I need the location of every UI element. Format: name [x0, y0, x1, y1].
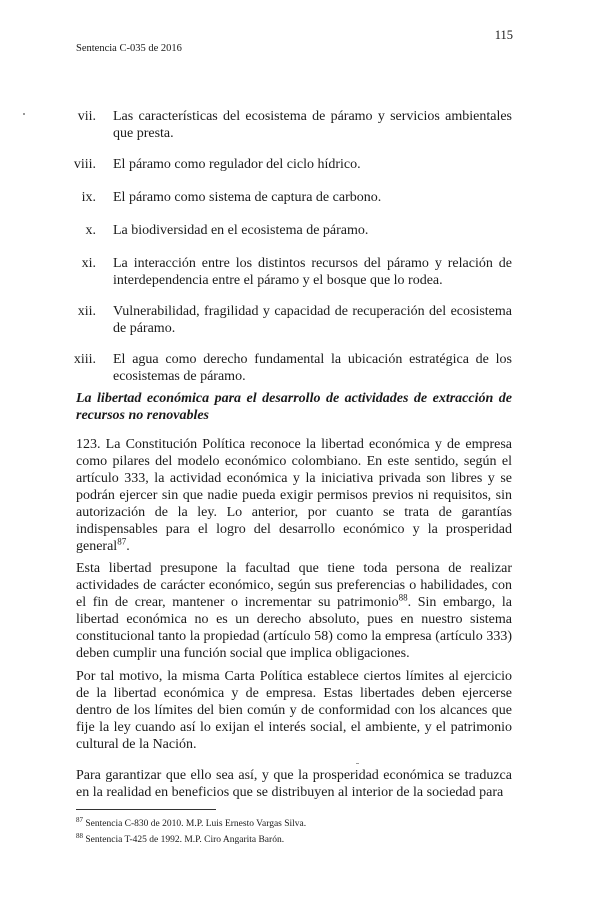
numbered-list	[0, 108, 591, 398]
scan-speck	[356, 763, 359, 764]
footnote-88	[76, 830, 512, 846]
list-item	[0, 222, 591, 255]
list-item	[0, 255, 591, 303]
footnote-number: 87	[76, 816, 83, 824]
footnote-number: 88	[76, 832, 83, 841]
list-item-number: xi.	[81, 256, 96, 271]
footnote-ref-87: 87	[117, 536, 127, 547]
list-item-text: Las características del ecosistema de páramo y servicios ambientales que presta.	[113, 109, 512, 141]
list-item-number: viii.	[73, 157, 96, 172]
footnote-87	[76, 814, 512, 830]
list-item-text: La interacción entre los distintos recursos del páramo y relación de interdependencia entre el páramo y el bosque que lo rodea.	[113, 256, 512, 288]
footnotes	[76, 814, 512, 846]
list-item-text: Vulnerabilidad, fragilidad y capacidad de recuperación del ecosistema de páramo.	[113, 304, 512, 336]
list-item-text: La biodiversidad en el ecosistema de páramo.	[113, 223, 369, 238]
list-item-number: xiii.	[73, 352, 96, 367]
list-item-number: x.	[85, 223, 96, 238]
paragraph-text-end: .	[126, 539, 130, 554]
paragraph-libertad	[76, 560, 512, 662]
footnote-text: Sentencia C-830 de 2010. M.P. Luis Ernesto Vargas Silva.	[83, 819, 307, 830]
page-number: 115	[494, 28, 513, 42]
footnote-ref-88: 88	[398, 592, 408, 603]
paragraph-123	[76, 436, 512, 555]
section-heading: La libertad económica para el desarrollo de actividades de extracción de recursos no renovables	[76, 391, 512, 423]
paragraph-text-cont: . Sin embargo, la libertad económica no es un derecho absoluto, pues en nuestro sistema constitucional tanto la propiedad (artículo 58) como la empresa (artículo 333) deben cumplir una función social que implica obligaciones.	[76, 595, 512, 661]
running-head: Sentencia C-035 de 2016	[76, 43, 182, 54]
footnote-separator	[76, 809, 216, 810]
list-item-text: El agua como derecho fundamental la ubicación estratégica de los ecosistemas de páramo.	[113, 352, 512, 384]
paragraph-text: Por tal motivo, la misma Carta Política establece ciertos límites al ejercicio de la libertad económica y de empresa. Estas libertades deben ejercerse dentro de los límites del bien común y de conformidad con los alcances que fije la ley cuando así lo exijan el interés social, el ambiente, y el patrimonio cultural de la Nación.	[76, 669, 512, 752]
paragraph-garantizar	[76, 767, 512, 801]
paragraph-text: 123. La Constitución Política reconoce la libertad económica y de empresa como pilares del modelo económico colombiano. En este sentido, según el artículo 333, la actividad económica y la iniciativa privada son libres y se podrán ejercer sin que nadie pueda exigir permisos previos ni requisitos, sin autorización de la ley. Lo anterior, por cuanto se trata de garantías indispensables para el logro del desarrollo económico y la prosperidad general	[76, 437, 512, 554]
list-item-text: El páramo como regulador del ciclo hídrico.	[113, 157, 361, 172]
list-item-number: vii.	[77, 109, 96, 124]
paragraph-text: Esta libertad presupone la facultad que tiene toda persona de realizar actividades de carácter económico, según sus preferencias o habilidades, con el fin de crear, mantener o incrementar su patrimonio	[76, 561, 512, 610]
paragraph-limites	[76, 668, 512, 753]
list-item	[0, 189, 591, 222]
list-item	[0, 108, 591, 156]
list-item	[0, 303, 591, 351]
list-item	[0, 156, 591, 189]
list-item-number: ix.	[81, 190, 96, 205]
list-item-text: El páramo como sistema de captura de carbono.	[113, 190, 382, 205]
footnote-text: Sentencia T-425 de 1992. M.P. Ciro Angarita Barón.	[83, 835, 285, 846]
list-item-number: xii.	[77, 304, 96, 319]
paragraph-text: Para garantizar que ello sea así, y que la prosperidad económica se traduzca en la realidad en beneficios que se distribuyen al interior de la sociedad para	[76, 768, 512, 800]
